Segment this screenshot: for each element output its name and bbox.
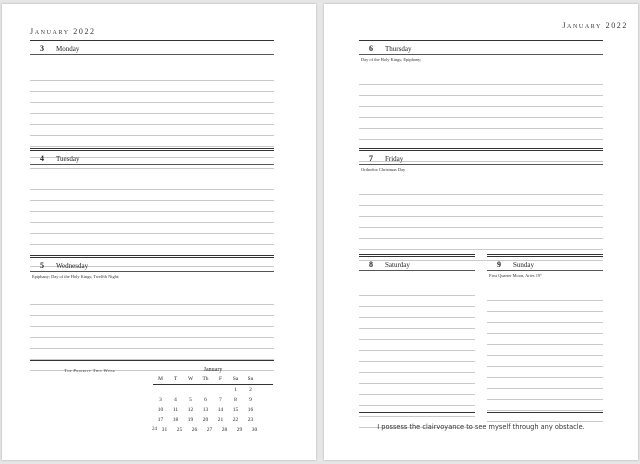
- calendar-day[interactable]: 16: [247, 407, 254, 413]
- day-block-thursday[interactable]: [359, 40, 603, 151]
- writing-line[interactable]: [359, 317, 475, 318]
- writing-line[interactable]: [359, 95, 603, 96]
- writing-line[interactable]: [359, 216, 603, 217]
- day-name: Thursday: [385, 44, 412, 53]
- calendar-day[interactable]: 6: [204, 397, 207, 403]
- calendar-day[interactable]: 5: [189, 397, 192, 403]
- writing-line[interactable]: [487, 311, 603, 312]
- writing-line[interactable]: [487, 366, 603, 367]
- weekday-label: T: [173, 376, 178, 382]
- writing-line[interactable]: [487, 333, 603, 334]
- writing-line[interactable]: [487, 377, 603, 378]
- day-block-tuesday[interactable]: [30, 148, 274, 261]
- calendar-day[interactable]: 22: [232, 417, 239, 423]
- writing-line[interactable]: [487, 399, 603, 400]
- day-number: 5: [40, 261, 44, 270]
- day-block-wednesday[interactable]: [30, 255, 274, 364]
- writing-line[interactable]: [359, 194, 603, 195]
- weekday-label: Su: [247, 376, 254, 382]
- calendar-week-row: [153, 405, 273, 415]
- calendar-day[interactable]: 13: [202, 407, 209, 413]
- writing-line[interactable]: [30, 146, 274, 147]
- calendar-week-row: [153, 415, 273, 425]
- calendar-week-row: [153, 425, 273, 435]
- writing-line[interactable]: [30, 91, 274, 92]
- weekday-label: F: [219, 376, 222, 382]
- day-block-saturday[interactable]: [359, 254, 475, 415]
- writing-line[interactable]: [359, 205, 603, 206]
- day-header: [359, 41, 603, 55]
- calendar-day[interactable]: 7: [219, 397, 222, 403]
- writing-line[interactable]: [30, 200, 274, 201]
- writing-line[interactable]: [359, 361, 475, 362]
- writing-line[interactable]: [359, 394, 475, 395]
- daily-quote: I possess the clairvoyance to see myself through any obstacle.: [377, 423, 585, 431]
- mini-calendar-grid: [153, 385, 273, 435]
- calendar-day[interactable]: 28: [221, 427, 228, 433]
- writing-line[interactable]: [30, 211, 274, 212]
- writing-line[interactable]: [30, 102, 274, 103]
- writing-line[interactable]: [487, 322, 603, 323]
- weekday-label: Th: [202, 376, 209, 382]
- writing-line[interactable]: [359, 339, 475, 340]
- calendar-day[interactable]: 20: [202, 417, 209, 423]
- week-number: 24: [152, 427, 157, 432]
- day-block-sunday[interactable]: [487, 254, 603, 415]
- calendar-day[interactable]: 14: [217, 407, 224, 413]
- writing-line[interactable]: [30, 348, 274, 349]
- writing-line[interactable]: [30, 80, 274, 81]
- calendar-day[interactable]: 30: [251, 427, 258, 433]
- day-note: Epiphany; Day of the Holy Kings; Twelfth Night;: [32, 274, 120, 279]
- calendar-day[interactable]: 9: [249, 397, 252, 403]
- day-number: 3: [40, 44, 44, 53]
- calendar-day: [213, 385, 228, 395]
- day-name: Wednesday: [56, 261, 89, 270]
- writing-line[interactable]: [359, 139, 603, 140]
- writing-line[interactable]: [359, 383, 475, 384]
- calendar-week-row: [153, 385, 273, 395]
- top-priority-label: Top Priority This Week: [64, 368, 116, 373]
- calendar-day[interactable]: 26: [191, 427, 198, 433]
- calendar-day: [198, 385, 213, 395]
- calendar-day[interactable]: 2: [249, 387, 252, 393]
- calendar-day: [153, 385, 168, 395]
- writing-line[interactable]: [487, 410, 603, 411]
- day-name: Tuesday: [56, 154, 80, 163]
- writing-line[interactable]: [359, 117, 603, 118]
- calendar-day[interactable]: 29: [236, 427, 243, 433]
- calendar-day: [183, 385, 198, 395]
- calendar-day[interactable]: 4: [174, 397, 177, 403]
- left-page: [2, 4, 316, 460]
- writing-line[interactable]: [359, 106, 603, 107]
- writing-line[interactable]: [30, 326, 274, 327]
- writing-line[interactable]: [487, 344, 603, 345]
- divider: [30, 360, 274, 361]
- writing-line[interactable]: [30, 113, 274, 114]
- day-block-monday[interactable]: [30, 40, 274, 151]
- calendar-day[interactable]: 18: [172, 417, 179, 423]
- writing-line[interactable]: [30, 222, 274, 223]
- calendar-day[interactable]: 23: [247, 417, 254, 423]
- writing-line[interactable]: [359, 84, 603, 85]
- writing-line[interactable]: [30, 337, 274, 338]
- day-number: 4: [40, 154, 44, 163]
- page-header: January 2022: [562, 21, 628, 30]
- day-header: [487, 257, 603, 271]
- day-name: Sunday: [513, 260, 534, 269]
- day-header: [359, 257, 475, 271]
- calendar-day[interactable]: 8: [234, 397, 237, 403]
- writing-line[interactable]: [359, 328, 475, 329]
- weekday-label: M: [158, 376, 163, 382]
- day-note: Day of the Holy Kings; Epiphany;: [361, 57, 422, 62]
- writing-line[interactable]: [359, 238, 603, 239]
- divider: [359, 412, 475, 413]
- writing-line[interactable]: [30, 233, 274, 234]
- day-header: [30, 151, 274, 165]
- writing-line[interactable]: [487, 421, 603, 422]
- calendar-week-row: [153, 395, 273, 405]
- writing-line[interactable]: [487, 300, 603, 301]
- calendar-day[interactable]: 25: [176, 427, 183, 433]
- day-name: Friday: [385, 154, 404, 163]
- writing-line[interactable]: [30, 124, 274, 125]
- calendar-day[interactable]: 21: [217, 417, 224, 423]
- calendar-day: [168, 385, 183, 395]
- calendar-day[interactable]: 27: [206, 427, 213, 433]
- writing-line[interactable]: [359, 249, 603, 250]
- writing-line[interactable]: [487, 355, 603, 356]
- day-number: 7: [369, 154, 373, 163]
- writing-line[interactable]: [359, 295, 475, 296]
- weekday-label: W: [187, 376, 194, 382]
- writing-line[interactable]: [359, 227, 603, 228]
- divider: [487, 412, 603, 413]
- writing-line[interactable]: [359, 350, 475, 351]
- calendar-day[interactable]: 3: [159, 397, 162, 403]
- right-page: [324, 4, 638, 460]
- calendar-day[interactable]: 15: [232, 407, 239, 413]
- day-name: Monday: [56, 44, 80, 53]
- calendar-day[interactable]: 31: [161, 427, 168, 433]
- day-number: 8: [369, 260, 373, 269]
- day-header: [30, 258, 274, 272]
- day-note: Orthodox Christmas Day: [361, 167, 406, 172]
- calendar-day[interactable]: 1: [234, 387, 237, 393]
- writing-line[interactable]: [359, 128, 603, 129]
- mini-calendar-month: January: [203, 367, 223, 373]
- writing-line[interactable]: [359, 306, 475, 307]
- writing-line[interactable]: [487, 388, 603, 389]
- writing-line[interactable]: [359, 372, 475, 373]
- day-note: First Quarter Moon, Aries 19°: [489, 273, 542, 278]
- mini-calendar-weekdays: [153, 375, 273, 385]
- day-number: 9: [497, 260, 501, 269]
- calendar-day[interactable]: 11: [172, 407, 179, 413]
- writing-line[interactable]: [30, 244, 274, 245]
- writing-line[interactable]: [359, 416, 475, 417]
- day-block-friday[interactable]: [359, 148, 603, 257]
- calendar-day[interactable]: 17: [157, 417, 164, 423]
- mini-calendar: [153, 366, 273, 435]
- day-header: [30, 41, 274, 55]
- calendar-day[interactable]: 12: [187, 407, 194, 413]
- writing-line[interactable]: [359, 405, 475, 406]
- page-header: January 2022: [30, 27, 96, 36]
- weekday-label: Sa: [232, 376, 239, 382]
- writing-line[interactable]: [30, 315, 274, 316]
- writing-line[interactable]: [30, 304, 274, 305]
- day-number: 6: [369, 44, 373, 53]
- day-header: [359, 151, 603, 165]
- writing-line[interactable]: [30, 189, 274, 190]
- day-name: Saturday: [385, 260, 410, 269]
- writing-line[interactable]: [30, 135, 274, 136]
- calendar-day[interactable]: 10: [157, 407, 164, 413]
- calendar-day[interactable]: 19: [187, 417, 194, 423]
